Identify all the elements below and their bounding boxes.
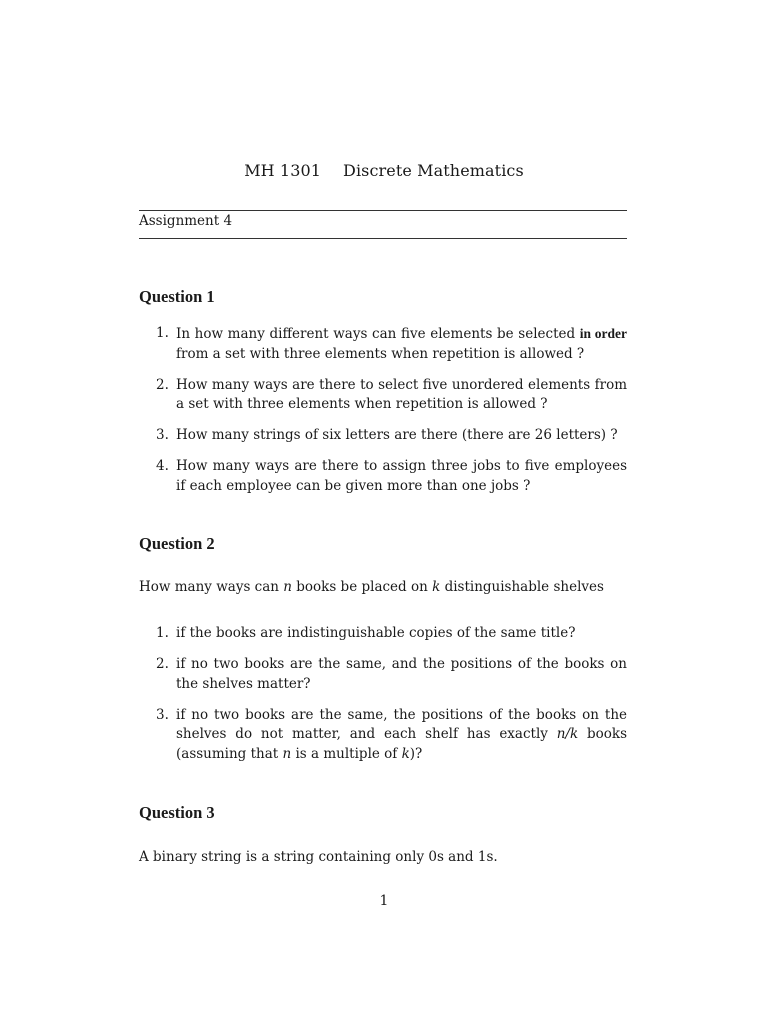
list-item: 1. In how many different ways can five elements be selected in order from a set with three elements when repetition is allowed ? (156, 325, 627, 362)
list-item: 4. How many ways are there to assign three jobs to five employees if each employee can be given more than one jobs ? (156, 458, 627, 494)
question-2-list (139, 624, 627, 776)
page-title (0, 161, 768, 180)
course-title: Discrete Mathematics (343, 161, 524, 180)
list-item: 1. if the books are indistinguishable copies of the same title? (156, 625, 576, 641)
list-item: 2. How many ways are there to select five unordered elements from a set with three elements when repetition is allowed ? (156, 376, 627, 412)
list-item: 2. if no two books are the same, and the positions of the books on the shelves matter? (156, 656, 627, 692)
question-1-heading: Question 1 (139, 287, 215, 306)
list-item: 3. How many strings of six letters are there (there are 26 letters) ? (156, 427, 618, 443)
bottom-rule (139, 238, 627, 239)
emphasis-text: in order (579, 326, 627, 341)
assignment-label: Assignment 4 (139, 213, 233, 229)
question-1-list (139, 324, 627, 508)
question-2-intro: How many ways can n books be placed on k distinguishable shelves (139, 579, 604, 595)
question-3-text: A binary string is a string containing only 0s and 1s. (139, 849, 498, 865)
page-number: 1 (379, 893, 389, 909)
question-2-heading: Question 2 (139, 534, 215, 553)
course-code: MH 1301 (244, 161, 322, 180)
list-item: 3. if no two books are the same, the positions of the books on the shelves do not matter, and each shelf has exactly n/k books (assuming that n is a multiple of k)? (156, 706, 628, 762)
top-rule (139, 210, 627, 211)
question-3-heading: Question 3 (139, 803, 215, 822)
